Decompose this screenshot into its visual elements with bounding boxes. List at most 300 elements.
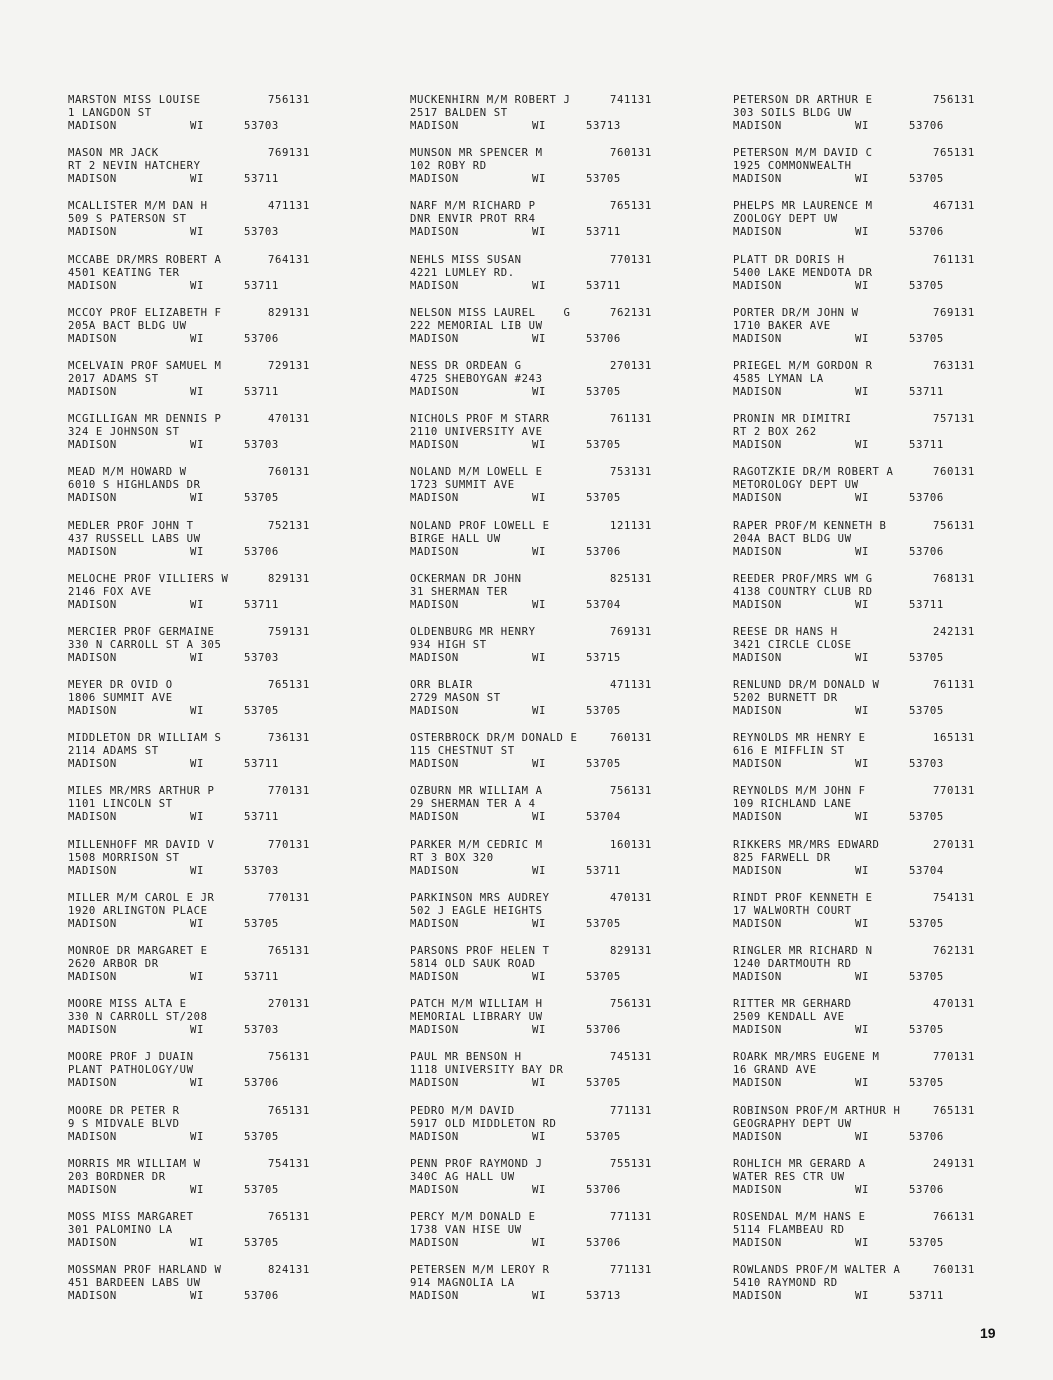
entry-city: MADISON: [410, 120, 459, 132]
entry-name: OSTERBROCK DR/M DONALD E: [410, 732, 578, 745]
entry-zip: 53711: [586, 226, 621, 239]
entry-name: MEAD M/M HOWARD W: [68, 466, 187, 479]
entry-zip: 53705: [586, 439, 621, 452]
directory-entry: [68, 573, 358, 626]
entry-state: WI: [532, 1130, 546, 1143]
entry-zip: 53711: [244, 173, 279, 186]
entry-code: 762131: [610, 306, 652, 319]
entry-zip: 53706: [909, 226, 944, 239]
entry-zip: 53705: [909, 1024, 944, 1037]
entry-zip: 53706: [244, 545, 279, 558]
entry-code: 765131: [268, 945, 310, 957]
entry-state: WI: [532, 1290, 546, 1303]
entry-name: MUCKENHIRN M/M ROBERT J: [410, 94, 571, 106]
entry-address: 205A BACT BLDG UW: [68, 319, 187, 332]
entry-address: 1 LANGDON ST: [68, 107, 152, 119]
entry-city: MADISON: [68, 651, 117, 664]
directory-entry: [410, 94, 700, 147]
entry-city: MADISON: [733, 385, 782, 398]
entry-name: OZBURN MR WILLIAM A: [410, 785, 543, 798]
entry-name: MCCOY PROF ELIZABETH F: [68, 306, 222, 319]
entry-city: MADISON: [410, 758, 459, 771]
entry-address: 4221 LUMLEY RD.: [410, 266, 515, 279]
directory-entry: [733, 413, 1023, 466]
entry-zip: 53706: [909, 120, 944, 132]
entry-code: 249131: [933, 1157, 975, 1170]
entry-name: PETERSEN M/M LEROY R: [410, 1264, 550, 1277]
entry-address: 203 BORDNER DR: [68, 1170, 166, 1183]
entry-zip: 53705: [909, 279, 944, 292]
entry-code: 765131: [268, 1210, 310, 1223]
entry-address: DNR ENVIR PROT RR4: [410, 213, 536, 226]
entry-name: PARSONS PROF HELEN T: [410, 945, 550, 957]
entry-city: MADISON: [410, 1024, 459, 1037]
entry-code: 752131: [268, 519, 310, 532]
entry-name: PEDRO M/M DAVID: [410, 1104, 515, 1117]
entry-city: MADISON: [410, 385, 459, 398]
entry-zip: 53706: [244, 1290, 279, 1303]
entry-city: MADISON: [68, 1236, 117, 1249]
entry-city: MADISON: [410, 545, 459, 558]
entry-city: MADISON: [733, 1130, 782, 1143]
entry-city: MADISON: [410, 1077, 459, 1090]
directory-entry: [733, 679, 1023, 732]
entry-state: WI: [190, 1236, 204, 1249]
entry-name: NEHLS MISS SUSAN: [410, 253, 522, 266]
entry-zip: 53706: [586, 1236, 621, 1249]
entry-state: WI: [190, 545, 204, 558]
entry-name: MOORE MISS ALTA E: [68, 998, 187, 1011]
entry-state: WI: [532, 279, 546, 292]
entry-state: WI: [532, 1183, 546, 1196]
entry-city: MADISON: [733, 651, 782, 664]
entry-zip: 53703: [244, 226, 279, 239]
entry-code: 764131: [268, 253, 310, 266]
entry-name: PERCY M/M DONALD E: [410, 1210, 536, 1223]
entry-code: 470131: [933, 998, 975, 1011]
directory-entry: [68, 520, 358, 573]
entry-address: 502 J EAGLE HEIGHTS: [410, 904, 543, 917]
page-number: 19: [980, 1325, 996, 1341]
entry-zip: 53704: [909, 864, 944, 877]
entry-city: MADISON: [733, 173, 782, 186]
entry-address: 330 N CARROLL ST/208: [68, 1011, 208, 1024]
entry-code: 765131: [268, 1104, 310, 1117]
entry-code: 770131: [268, 891, 310, 904]
entry-name: PORTER DR/M JOHN W: [733, 306, 859, 319]
directory-entry: [733, 307, 1023, 360]
directory-entry: [410, 573, 700, 626]
entry-address: 451 BARDEEN LABS UW: [68, 1277, 201, 1290]
entry-address: METOROLOGY DEPT UW: [733, 479, 859, 492]
entry-zip: 53705: [586, 705, 621, 718]
entry-code: 763131: [933, 359, 975, 372]
entry-address: 2620 ARBOR DR: [68, 958, 159, 970]
entry-state: WI: [190, 1077, 204, 1090]
entry-code: 760131: [610, 732, 652, 745]
entry-name: OCKERMAN DR JOHN: [410, 572, 522, 585]
entry-code: 825131: [610, 572, 652, 585]
directory-entry: [733, 945, 1023, 998]
directory-entry: [410, 200, 700, 253]
entry-address: 301 PALOMINO LA: [68, 1223, 173, 1236]
entry-zip: 53705: [909, 173, 944, 186]
entry-zip: 53711: [244, 811, 279, 824]
directory-entry: [68, 1051, 358, 1104]
entry-city: MADISON: [733, 598, 782, 611]
entry-zip: 53711: [586, 279, 621, 292]
entry-code: 766131: [933, 1210, 975, 1223]
entry-zip: 53705: [586, 385, 621, 398]
directory-entry: [410, 945, 700, 998]
entry-zip: 53705: [586, 492, 621, 505]
entry-name: RITTER MR GERHARD: [733, 998, 852, 1011]
entry-city: MADISON: [410, 598, 459, 611]
entry-zip: 53705: [244, 492, 279, 505]
entry-code: 270131: [933, 838, 975, 851]
entry-state: WI: [532, 598, 546, 611]
entry-address: 5410 RAYMOND RD: [733, 1277, 838, 1290]
entry-name: RAGOTZKIE DR/M ROBERT A: [733, 466, 894, 479]
entry-city: MADISON: [68, 120, 117, 132]
entry-state: WI: [532, 173, 546, 186]
entry-zip: 53705: [586, 917, 621, 930]
entry-address: 1920 ARLINGTON PLACE: [68, 904, 208, 917]
entry-address: 303 SOILS BLDG UW: [733, 107, 852, 119]
entry-city: MADISON: [410, 1236, 459, 1249]
entry-address: 5917 OLD MIDDLETON RD: [410, 1117, 557, 1130]
entry-city: MADISON: [733, 1183, 782, 1196]
entry-city: MADISON: [410, 332, 459, 345]
entry-address: 914 MAGNOLIA LA: [410, 1277, 515, 1290]
directory-entry: [68, 94, 358, 147]
entry-name: ROBINSON PROF/M ARTHUR H: [733, 1104, 901, 1117]
entry-zip: 53706: [909, 492, 944, 505]
entry-zip: 53711: [909, 598, 944, 611]
directory-entry: [68, 360, 358, 413]
entry-code: 765131: [610, 200, 652, 213]
directory-entry: [410, 147, 700, 200]
directory-entry: [68, 1264, 358, 1317]
entry-name: MOSS MISS MARGARET: [68, 1210, 194, 1223]
entry-code: 756131: [610, 998, 652, 1011]
entry-zip: 53711: [909, 1290, 944, 1303]
entry-code: 736131: [268, 732, 310, 745]
entry-code: 470131: [268, 413, 310, 426]
directory-entry: [733, 360, 1023, 413]
entry-city: MADISON: [733, 120, 782, 132]
entry-address: 2517 BALDEN ST: [410, 107, 508, 119]
entry-code: 770131: [933, 1051, 975, 1064]
entry-code: 471131: [610, 679, 652, 692]
directory-entry: [68, 732, 358, 785]
entry-name: PHELPS MR LAURENCE M: [733, 200, 873, 213]
entry-name: NARF M/M RICHARD P: [410, 200, 536, 213]
entry-code: 756131: [933, 94, 975, 106]
directory-entry: [733, 839, 1023, 892]
entry-city: MADISON: [410, 705, 459, 718]
entry-state: WI: [855, 545, 869, 558]
entry-zip: 53705: [586, 758, 621, 771]
directory-entry: [68, 413, 358, 466]
entry-address: 934 HIGH ST: [410, 638, 487, 651]
entry-zip: 53711: [244, 758, 279, 771]
entry-state: WI: [190, 651, 204, 664]
entry-code: 756131: [268, 94, 310, 106]
entry-zip: 53705: [244, 1130, 279, 1143]
entry-address: 1925 COMMONWEALTH: [733, 160, 852, 173]
entry-state: WI: [855, 279, 869, 292]
entry-state: WI: [532, 439, 546, 452]
entry-name: RIKKERS MR/MRS EDWARD: [733, 838, 880, 851]
entry-zip: 53706: [586, 1024, 621, 1037]
entry-code: 829131: [268, 306, 310, 319]
entry-state: WI: [855, 598, 869, 611]
directory-entry: [733, 1264, 1023, 1317]
entry-address: 5114 FLAMBEAU RD: [733, 1223, 845, 1236]
entry-code: 760131: [933, 466, 975, 479]
entry-name: MILLER M/M CAROL E JR: [68, 891, 215, 904]
entry-city: MADISON: [68, 279, 117, 292]
entry-code: 829131: [268, 572, 310, 585]
entry-city: MADISON: [68, 1077, 117, 1090]
entry-state: WI: [855, 758, 869, 771]
directory-entry: [410, 466, 700, 519]
entry-state: WI: [190, 1183, 204, 1196]
entry-name: MOORE PROF J DUAIN: [68, 1051, 194, 1064]
entry-city: MADISON: [68, 1130, 117, 1143]
entry-code: 160131: [610, 838, 652, 851]
entry-state: WI: [855, 492, 869, 505]
entry-name: NELSON MISS LAUREL G: [410, 306, 571, 319]
entry-name: OLDENBURG MR HENRY: [410, 625, 536, 638]
entry-zip: 53705: [909, 1236, 944, 1249]
directory-entry: [68, 200, 358, 253]
entry-city: MADISON: [68, 705, 117, 718]
entry-state: WI: [190, 279, 204, 292]
entry-code: 471131: [268, 200, 310, 213]
entry-state: WI: [190, 758, 204, 771]
entry-name: PRONIN MR DIMITRI: [733, 413, 852, 426]
entry-city: MADISON: [410, 917, 459, 930]
entry-state: WI: [532, 1236, 546, 1249]
entry-address: 2017 ADAMS ST: [68, 372, 159, 385]
entry-code: 757131: [933, 413, 975, 426]
entry-code: 765131: [933, 1104, 975, 1117]
entry-state: WI: [855, 971, 869, 983]
directory-entry: [68, 1211, 358, 1264]
entry-code: 761131: [933, 253, 975, 266]
entry-city: MADISON: [733, 971, 782, 983]
entry-address: 1508 MORRISON ST: [68, 851, 180, 864]
entry-code: 770131: [610, 253, 652, 266]
entry-state: WI: [532, 917, 546, 930]
entry-zip: 53705: [909, 1077, 944, 1090]
directory-entry: [410, 1211, 700, 1264]
entry-address: 102 ROBY RD: [410, 160, 487, 173]
entry-name: ROWLANDS PROF/M WALTER A: [733, 1264, 901, 1277]
entry-name: ORR BLAIR: [410, 679, 473, 692]
entry-state: WI: [855, 651, 869, 664]
entry-name: NOLAND PROF LOWELL E: [410, 519, 550, 532]
directory-entry: [68, 679, 358, 732]
entry-city: MADISON: [410, 651, 459, 664]
entry-name: NOLAND M/M LOWELL E: [410, 466, 543, 479]
entry-zip: 53706: [909, 1130, 944, 1143]
entry-address: WATER RES CTR UW: [733, 1170, 845, 1183]
directory-entry: [733, 520, 1023, 573]
entry-code: 771131: [610, 1104, 652, 1117]
entry-zip: 53705: [244, 1183, 279, 1196]
directory-entry: [733, 1105, 1023, 1158]
entry-zip: 53715: [586, 651, 621, 664]
entry-address: RT 2 NEVIN HATCHERY: [68, 160, 201, 173]
entry-address: 204A BACT BLDG UW: [733, 532, 852, 545]
entry-code: 270131: [610, 359, 652, 372]
entry-code: 770131: [268, 785, 310, 798]
entry-state: WI: [190, 917, 204, 930]
directory-entry: [733, 998, 1023, 1051]
entry-code: 769131: [610, 625, 652, 638]
entry-name: MORRIS MR WILLIAM W: [68, 1157, 201, 1170]
entry-state: WI: [190, 332, 204, 345]
entry-code: 765131: [268, 679, 310, 692]
entry-state: WI: [190, 226, 204, 239]
directory-entry: [410, 732, 700, 785]
entry-zip: 53705: [586, 1077, 621, 1090]
entry-address: 825 FARWELL DR: [733, 851, 831, 864]
entry-state: WI: [190, 439, 204, 452]
entry-state: WI: [532, 492, 546, 505]
entry-state: WI: [532, 385, 546, 398]
entry-state: WI: [855, 226, 869, 239]
directory-entry: [733, 1211, 1023, 1264]
entry-address: 324 E JOHNSON ST: [68, 426, 180, 439]
entry-code: 770131: [933, 785, 975, 798]
entry-address: 1240 DARTMOUTH RD: [733, 958, 852, 970]
entry-code: 760131: [268, 466, 310, 479]
entry-name: MERCIER PROF GERMAINE: [68, 625, 215, 638]
directory-entry: [68, 839, 358, 892]
entry-city: MADISON: [68, 332, 117, 345]
entry-code: 754131: [268, 1157, 310, 1170]
entry-address: 222 MEMORIAL LIB UW: [410, 319, 543, 332]
entry-state: WI: [190, 971, 204, 983]
entry-zip: 53704: [586, 598, 621, 611]
entry-zip: 53705: [244, 705, 279, 718]
directory-entry: [733, 892, 1023, 945]
entry-state: WI: [855, 439, 869, 452]
directory-entry: [68, 626, 358, 679]
entry-code: 760131: [610, 147, 652, 160]
entry-city: MADISON: [733, 1290, 782, 1303]
entry-state: WI: [190, 705, 204, 718]
directory-entry: [410, 520, 700, 573]
entry-address: 1723 SUMMIT AVE: [410, 479, 515, 492]
entry-address: 1710 BAKER AVE: [733, 319, 831, 332]
entry-state: WI: [855, 1024, 869, 1037]
entry-name: PETERSON DR ARTHUR E: [733, 94, 873, 106]
entry-address: MEMORIAL LIBRARY UW: [410, 1011, 543, 1024]
directory-entry: [68, 254, 358, 307]
entry-city: MADISON: [733, 1077, 782, 1090]
directory-entry: [410, 839, 700, 892]
entry-city: MADISON: [68, 173, 117, 186]
entry-code: 729131: [268, 359, 310, 372]
entry-city: MADISON: [410, 1183, 459, 1196]
entry-code: 769131: [268, 147, 310, 160]
entry-name: RINDT PROF KENNETH E: [733, 891, 873, 904]
entry-city: MADISON: [68, 226, 117, 239]
entry-name: MCGILLIGAN MR DENNIS P: [68, 413, 222, 426]
directory-entry: [68, 1105, 358, 1158]
entry-state: WI: [532, 651, 546, 664]
entry-city: MADISON: [733, 864, 782, 877]
directory-entry: [733, 785, 1023, 838]
entry-name: MARSTON MISS LOUISE: [68, 94, 201, 106]
entry-state: WI: [855, 811, 869, 824]
entry-name: MEYER DR OVID O: [68, 679, 173, 692]
entry-city: MADISON: [733, 492, 782, 505]
entry-city: MADISON: [410, 864, 459, 877]
entry-state: WI: [532, 1024, 546, 1037]
entry-code: 121131: [610, 519, 652, 532]
entry-state: WI: [855, 1130, 869, 1143]
entry-name: MONROE DR MARGARET E: [68, 945, 208, 957]
entry-state: WI: [190, 1290, 204, 1303]
entry-code: 756131: [610, 785, 652, 798]
entry-code: 745131: [610, 1051, 652, 1064]
entry-name: MCALLISTER M/M DAN H: [68, 200, 208, 213]
entry-city: MADISON: [68, 1183, 117, 1196]
directory-entry: [410, 360, 700, 413]
entry-state: WI: [532, 811, 546, 824]
entry-zip: 53713: [586, 1290, 621, 1303]
entry-state: WI: [532, 971, 546, 983]
entry-address: GEOGRAPHY DEPT UW: [733, 1117, 852, 1130]
directory-entry: [410, 307, 700, 360]
entry-zip: 53703: [244, 864, 279, 877]
entry-address: 17 WALWORTH COURT: [733, 904, 852, 917]
entry-zip: 53705: [244, 917, 279, 930]
entry-zip: 53713: [586, 120, 621, 132]
entry-code: 771131: [610, 1264, 652, 1277]
entry-code: 765131: [933, 147, 975, 160]
entry-state: WI: [190, 492, 204, 505]
entry-code: 242131: [933, 625, 975, 638]
entry-city: MADISON: [68, 917, 117, 930]
entry-name: MASON MR JACK: [68, 147, 159, 160]
directory-entry: [68, 147, 358, 200]
directory-entry: [410, 892, 700, 945]
entry-state: WI: [532, 864, 546, 877]
entry-state: WI: [855, 173, 869, 186]
entry-state: WI: [855, 332, 869, 345]
directory-entry: [733, 94, 1023, 147]
entry-code: 753131: [610, 466, 652, 479]
entry-address: 616 E MIFFLIN ST: [733, 745, 845, 758]
entry-state: WI: [190, 1024, 204, 1037]
directory-entry: [68, 945, 358, 998]
entry-city: MADISON: [68, 545, 117, 558]
entry-name: MILLENHOFF MR DAVID V: [68, 838, 215, 851]
entry-name: RENLUND DR/M DONALD W: [733, 679, 880, 692]
entry-address: 4501 KEATING TER: [68, 266, 180, 279]
entry-zip: 53703: [909, 758, 944, 771]
entry-state: WI: [855, 385, 869, 398]
entry-state: WI: [532, 226, 546, 239]
directory-entry: [733, 466, 1023, 519]
